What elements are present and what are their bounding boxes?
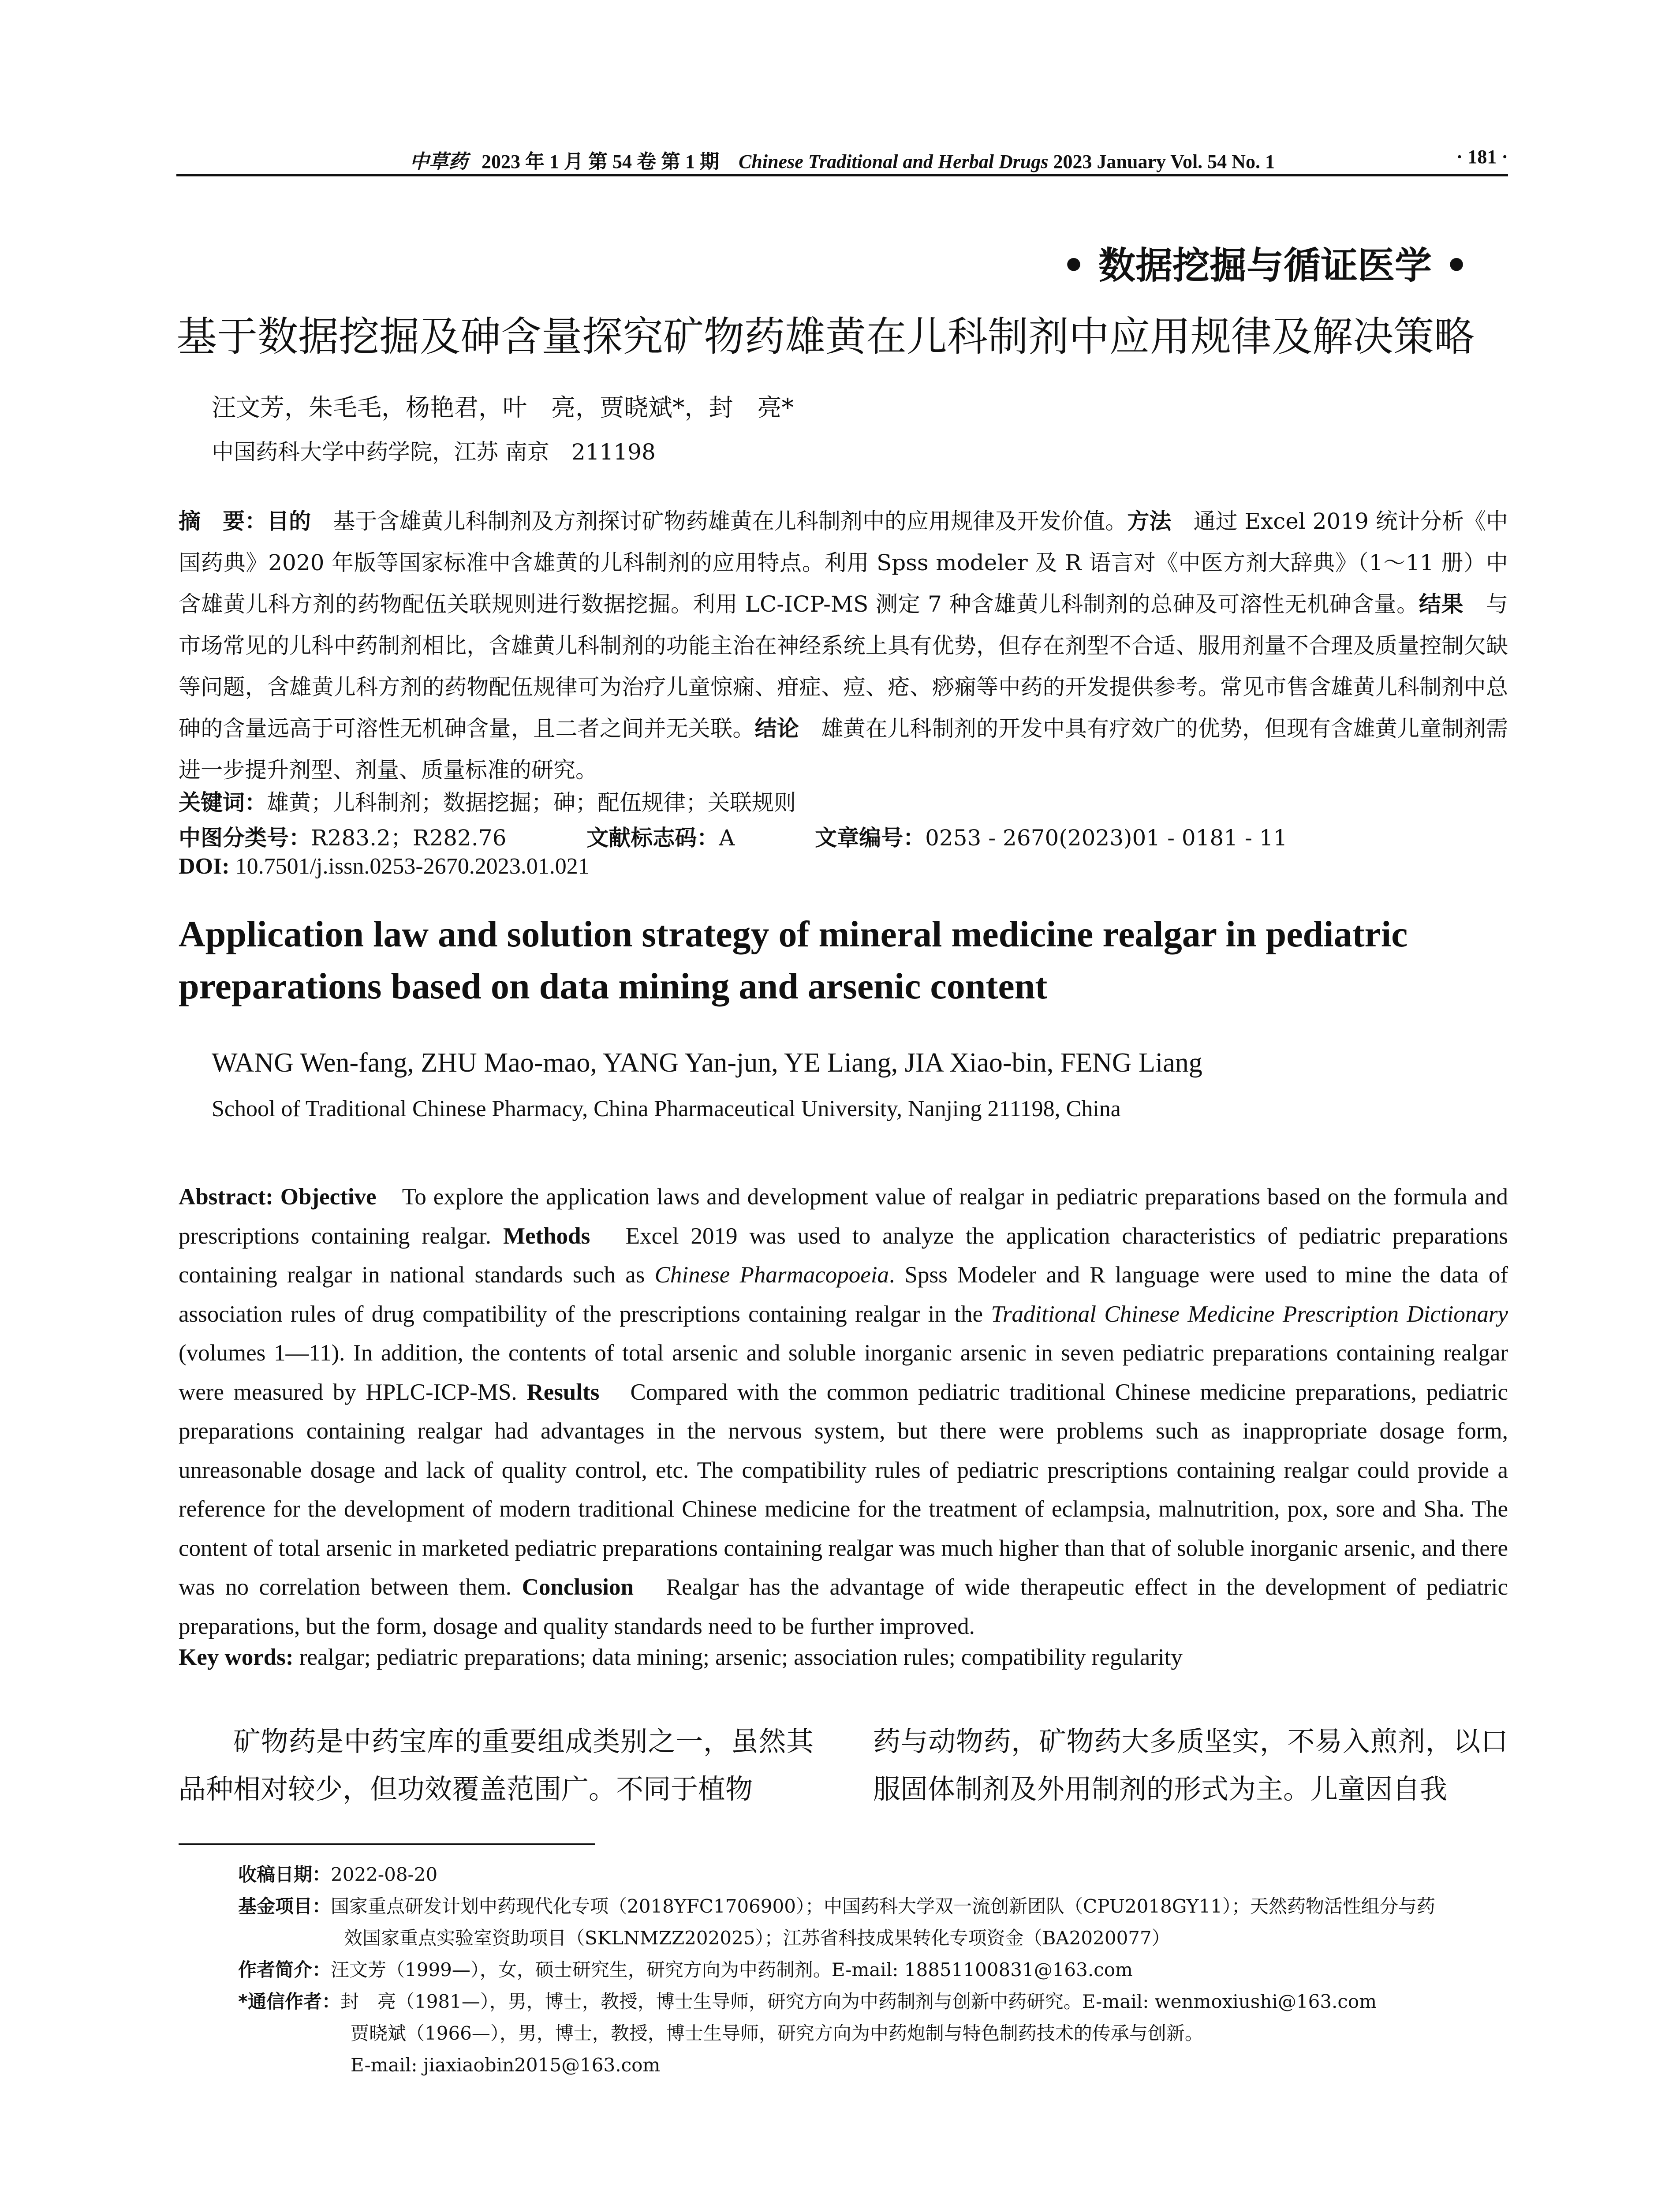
clc-value: R283.2；R282.76 (311, 825, 507, 851)
corresponding-1: 封 亮（1981—），男，博士，教授，博士生导师，研究方向为中药制剂与创新中药研究。E-mail: wenmoxiushi@163.com (340, 1991, 1377, 2012)
doi-value[interactable]: 10.7501/j.issn.0253-2670.2023.01.021 (235, 854, 590, 879)
conclusion-label-cn: 结论 (754, 716, 799, 741)
abstract-cn (179, 501, 1508, 791)
objective-cn: 基于含雄黄儿科制剂及方剂探讨矿物药雄黄在儿科制剂中的应用规律及开发价值。 (311, 508, 1127, 534)
results-label-cn: 结果 (1419, 591, 1464, 617)
results-label-en: Results (526, 1379, 600, 1405)
section-label: • 数据挖掘与循证医学 • (1062, 244, 1468, 287)
title-en: Application law and solution strategy of mineral medicine realgar in pediatric preparations based on data mining and arsenic content (179, 914, 1408, 1007)
body-column-right: 药与动物药，矿物药大多质坚实，不易入煎剂，以口服固体制剂及外用制剂的形式为主。儿童因自我 (873, 1725, 1508, 1805)
doi-label: DOI: (179, 854, 230, 879)
fund-line-2: 效国家重点实验室资助项目（SKLNMZZ202025）；江苏省科技成果转化专项资金（BA2020077） (344, 1927, 1170, 1949)
footnote-corresponding (238, 1986, 1508, 2018)
abstract-en (179, 1177, 1508, 1646)
classification-line (179, 820, 1287, 852)
abstract-en-label: Abstract: Objective (179, 1184, 377, 1210)
header-rule (176, 174, 1508, 176)
corresponding-3: E-mail: jiaxiaobin2015@163.com (351, 2054, 661, 2076)
doi-line (179, 853, 590, 879)
clc-label: 中图分类号： (179, 825, 311, 851)
footnote-author (238, 1954, 1508, 1986)
page-number: · 181 · (1456, 146, 1508, 168)
methods-en-a: Excel 2019 was used to analyze the application characteristics of pediatric preparations containing realgar in national standards such as (179, 1223, 1508, 1288)
methods-en-c: (volumes 1—11). In addition, the contents of total arsenic and soluble inorganic arsenic in seven pediatric preparations containing realgar were measured by HPLC-ICP-MS. (179, 1340, 1508, 1405)
body-column-left: 矿物药是中药宝库的重要组成类别之一，虽然其品种相对较少，但功效覆盖范围广。不同于植物 (179, 1725, 814, 1805)
keywords-cn-label: 关键词： (179, 790, 267, 815)
corresponding-2: 贾晓斌（1966—），男，博士，教授，博士生导师，研究方向为中药炮制与特色制药技术的传承与创新。 (351, 2022, 1203, 2044)
conclusion-cn: 雄黄在儿科制剂的开发中具有疗效广的优势，但现有含雄黄儿童制剂需进一步提升剂型、剂量、质量标准的研究。 (179, 716, 1508, 783)
abstract-cn-label: 摘 要： (179, 508, 267, 534)
conclusion-en: Realgar has the advantage of wide therapeutic effect in the development of pediatric preparations, but the form, dosage and quality standards need to be further improved. (179, 1574, 1508, 1639)
doc-code-label: 文献标志码： (586, 825, 719, 851)
pharmacopoeia-title: Chinese Pharmacopoeia (654, 1262, 889, 1288)
methods-label-en: Methods (503, 1223, 590, 1249)
issue-cn: 2023 年 1 月 第 54 卷 第 1 期 (482, 151, 720, 172)
issue-en: 2023 January Vol. 54 No. 1 (1053, 151, 1275, 172)
affiliation-en: School of Traditional Chinese Pharmacy, China Pharmaceutical University, Nanjing 211198, China (212, 1096, 1121, 1121)
fund-line-1: 国家重点研发计划中药现代化专项（2018YFC1706900）；中国药科大学双一流创新团队（CPU2018GY11）；天然药物活性组分与药 (331, 1895, 1435, 1917)
title-cn: 基于数据挖掘及砷含量探究矿物药雄黄在儿科制剂中应用规律及解决策略 (176, 313, 1475, 360)
corresponding-label: *通信作者： (238, 1991, 340, 2012)
running-header (176, 146, 1508, 173)
footnote-received (238, 1859, 1508, 1891)
journal-name-cn: 中草药 (410, 150, 468, 173)
affiliation-cn: 中国药科大学中药学院，江苏 南京 211198 (212, 439, 656, 465)
fund-label: 基金项目： (238, 1895, 331, 1917)
author-bio-label: 作者简介： (238, 1959, 331, 1981)
received-date: 2022-08-20 (331, 1864, 438, 1885)
authors-cn: 汪文芳，朱毛毛，杨艳君，叶 亮，贾晓斌*，封 亮* (212, 393, 794, 422)
keywords-en-label: Key words: (179, 1644, 294, 1670)
author-bio: 汪文芳（1999—），女，硕士研究生，研究方向为中药制剂。E-mail: 18851100831@163.com (331, 1959, 1133, 1981)
article-number-value: 0253 - 2670(2023)01 - 0181 - 11 (925, 825, 1288, 851)
keywords-cn (179, 785, 796, 817)
article-number-label: 文章编号： (815, 825, 926, 851)
methods-cn: 通过 Excel 2019 统计分析《中国药典》2020 年版等国家标准中含雄黄的儿科制剂的应用特点。利用 Spss modeler 及 R 语言对《中医方剂大辞典》（1～11 册）中含雄黄儿科方剂的药物配伍关联规则进行数据挖掘。利用 LC-ICP-MS 测定 7 种含雄黄儿科制剂的总砷及可溶性无机砷含量。 (179, 508, 1508, 617)
keywords-en-text: realgar; pediatric preparations; data mining; arsenic; association rules; compatibility regularity (293, 1644, 1183, 1670)
footnote-fund (238, 1891, 1508, 1922)
objective-label-cn: 目的 (267, 508, 311, 534)
keywords-en (179, 1644, 1183, 1671)
doc-code-value: A (719, 825, 735, 851)
footnotes (238, 1859, 1508, 2081)
methods-en-b: . Spss Modeler and R language were used to mine the data of association rules of drug compatibility of the prescriptions containing realgar in the (179, 1262, 1508, 1327)
footnote-rule (179, 1843, 595, 1845)
journal-name-en: Chinese Traditional and Herbal Drugs (739, 151, 1049, 172)
dictionary-title: Traditional Chinese Medicine Prescription Dictionary (991, 1301, 1508, 1327)
conclusion-label-en: Conclusion (522, 1574, 634, 1600)
authors-en: WANG Wen-fang, ZHU Mao-mao, YANG Yan-jun, YE Liang, JIA Xiao-bin, FENG Liang (212, 1048, 1202, 1078)
methods-label-cn: 方法 (1127, 508, 1172, 534)
keywords-cn-text: 雄黄；儿科制剂；数据挖掘；砷；配伍规律；关联规则 (267, 790, 796, 815)
objective-en: To explore the application laws and development value of realgar in pediatric preparations based on the formula and prescriptions containing realgar. (179, 1184, 1508, 1249)
results-cn: 与市场常见的儿科中药制剂相比，含雄黄儿科制剂的功能主治在神经系统上具有优势，但存在剂型不合适、服用剂量不合理及质量控制欠缺等问题，含雄黄儿科方剂的药物配伍规律可为治疗儿童惊痫、疳症、痘、疮、痧痫等中药的开发提供参考。常见市售含雄黄儿科制剂中总砷的含量远高于可溶性无机砷含量，且二者之间并无关联。 (179, 591, 1508, 741)
results-en: Compared with the common pediatric traditional Chinese medicine preparations, pediatric preparations containing realgar had advantages in the nervous system, but there were problems such as inappropriate dosage form, unreasonable dosage and lack of quality control, etc. The compatibility rules of pediatric prescriptions containing realgar could provide a reference for the development of modern traditional Chinese medicine for the treatment of eclampsia, malnutrition, pox, sore and Sha. The content of total arsenic in marketed pediatric preparations containing realgar was much higher than that of soluble inorganic arsenic, and there was no correlation between them. (179, 1379, 1508, 1600)
received-label: 收稿日期： (238, 1864, 331, 1885)
